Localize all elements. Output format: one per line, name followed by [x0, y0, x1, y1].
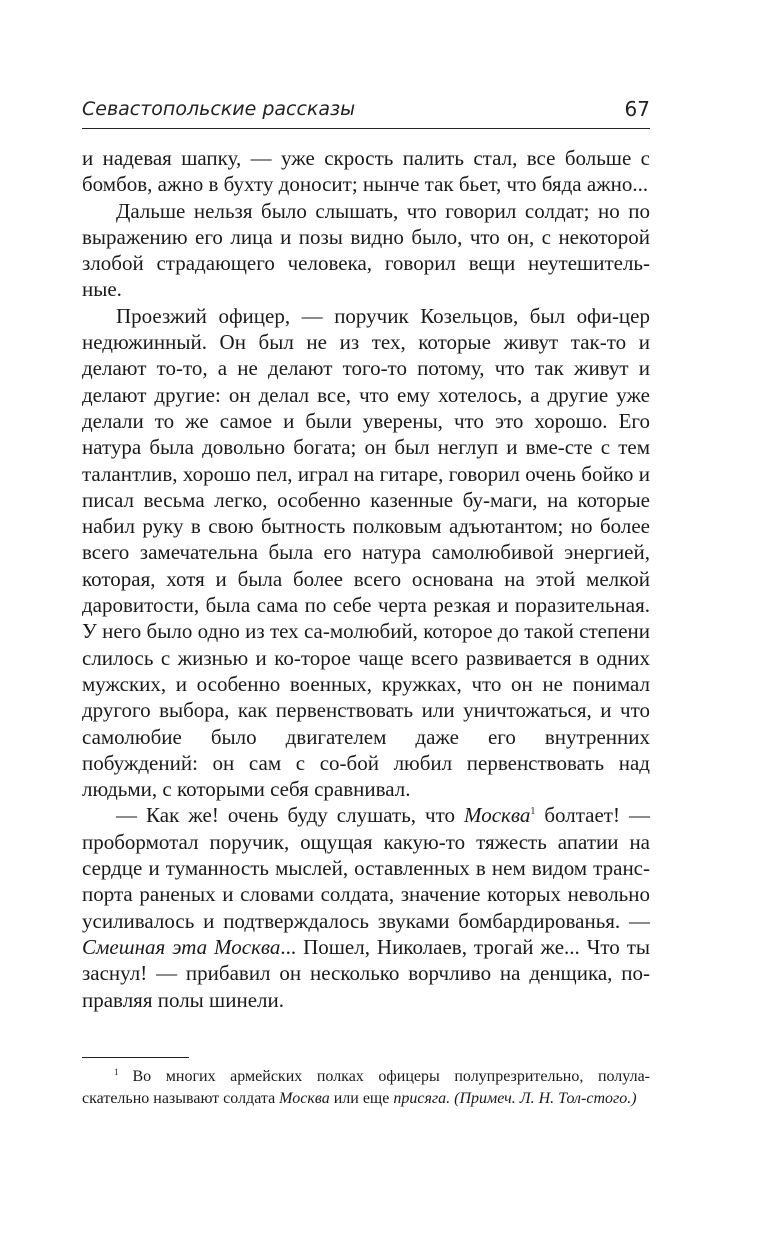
footnote-divider	[82, 1057, 189, 1058]
page-number: 67	[624, 97, 650, 121]
running-header-title: Севастопольские рассказы	[82, 98, 356, 120]
running-header	[82, 96, 650, 129]
dialogue-paragraph	[82, 802, 650, 1012]
dialogue-text: ... Пошел, Николаев, трогай же... Что ты заснул! — прибавил он несколько ворчливо на денщика, по-правляя полы шинели.	[82, 934, 650, 1012]
dialogue-text: болтает! — пробормотал поручик, ощущая какую-то тяжесть апатии на сердце и туманность мыслей, оставленных в нем видом транс-порта раненых и словами солдата, значение которых невольно усиливалось и подтверждалось звуками бомбардированья. —	[82, 803, 650, 933]
footnote-text: Во многих армейских полках офицеры полупрезрительно, полула-скательно называют солдата	[82, 1068, 650, 1107]
footnote	[82, 1066, 650, 1109]
footnote-reference[interactable]: 1	[530, 806, 536, 818]
paragraph-continued: и надевая шапку, — уже скрость палить стал, все больше с бомбов, ажно в бухту доносит; нынче так бьет, что бяда ажно...	[82, 146, 650, 197]
italic-term: Москва	[464, 803, 531, 828]
footnote-text: или еще	[329, 1089, 394, 1107]
paragraph: Дальше нельзя было слышать, что говорил солдат; но по выражению его лица и позы видно было, что он, с некоторой злобой страдающего человека, говорил вещи неутешитель-ные.	[82, 198, 650, 302]
footnote-italic-term: присяга. (Примеч. Л. Н. Тол-стого.)	[393, 1089, 637, 1107]
dialogue-text: — Как же! очень буду слушать, что	[116, 803, 465, 828]
footnote-italic-term: Москва	[279, 1089, 330, 1107]
italic-phrase: Смешная эта Москва	[82, 934, 281, 959]
paragraph: Проезжий офицер, — поручик Козельцов, был офи-цер недюжинный. Он был не из тех, которые живут так-то и делают то-то, а не делают того-то потому, что так живут и делают другие: он делал все, что ему хотелось, а другие уже делали то же самое и были уверены, что это хорошо. Его натура была довольно богата; он был неглуп и вме-сте с тем талантлив, хорошо пел, играл на гитаре, говорил очень бойко и писал весьма легко, особенно казенные бу-маги, на которые набил руку в свою бытность полковым адъютантом; но более всего замечательна была его натура самолюбивой энергией, которая, хотя и была более всего основана на этой мелкой даровитости, была сама по себе черта резкая и поразительная. У него было одно из тех са-молюбий, которое до такой степени слилось с жизнью и ко-торое чаще всего развивается в одних мужских, и особенно военных, кружках, что он не понимал другого выбора, как первенствовать или уничтожаться, и что самолюбие было двигателем даже его внутренних побуждений: он сам с со-бой любил первенствовать над людьми, с которыми себя сравнивал.	[82, 303, 650, 802]
body-text	[82, 145, 650, 1013]
footnote-number: 1	[114, 1067, 119, 1077]
